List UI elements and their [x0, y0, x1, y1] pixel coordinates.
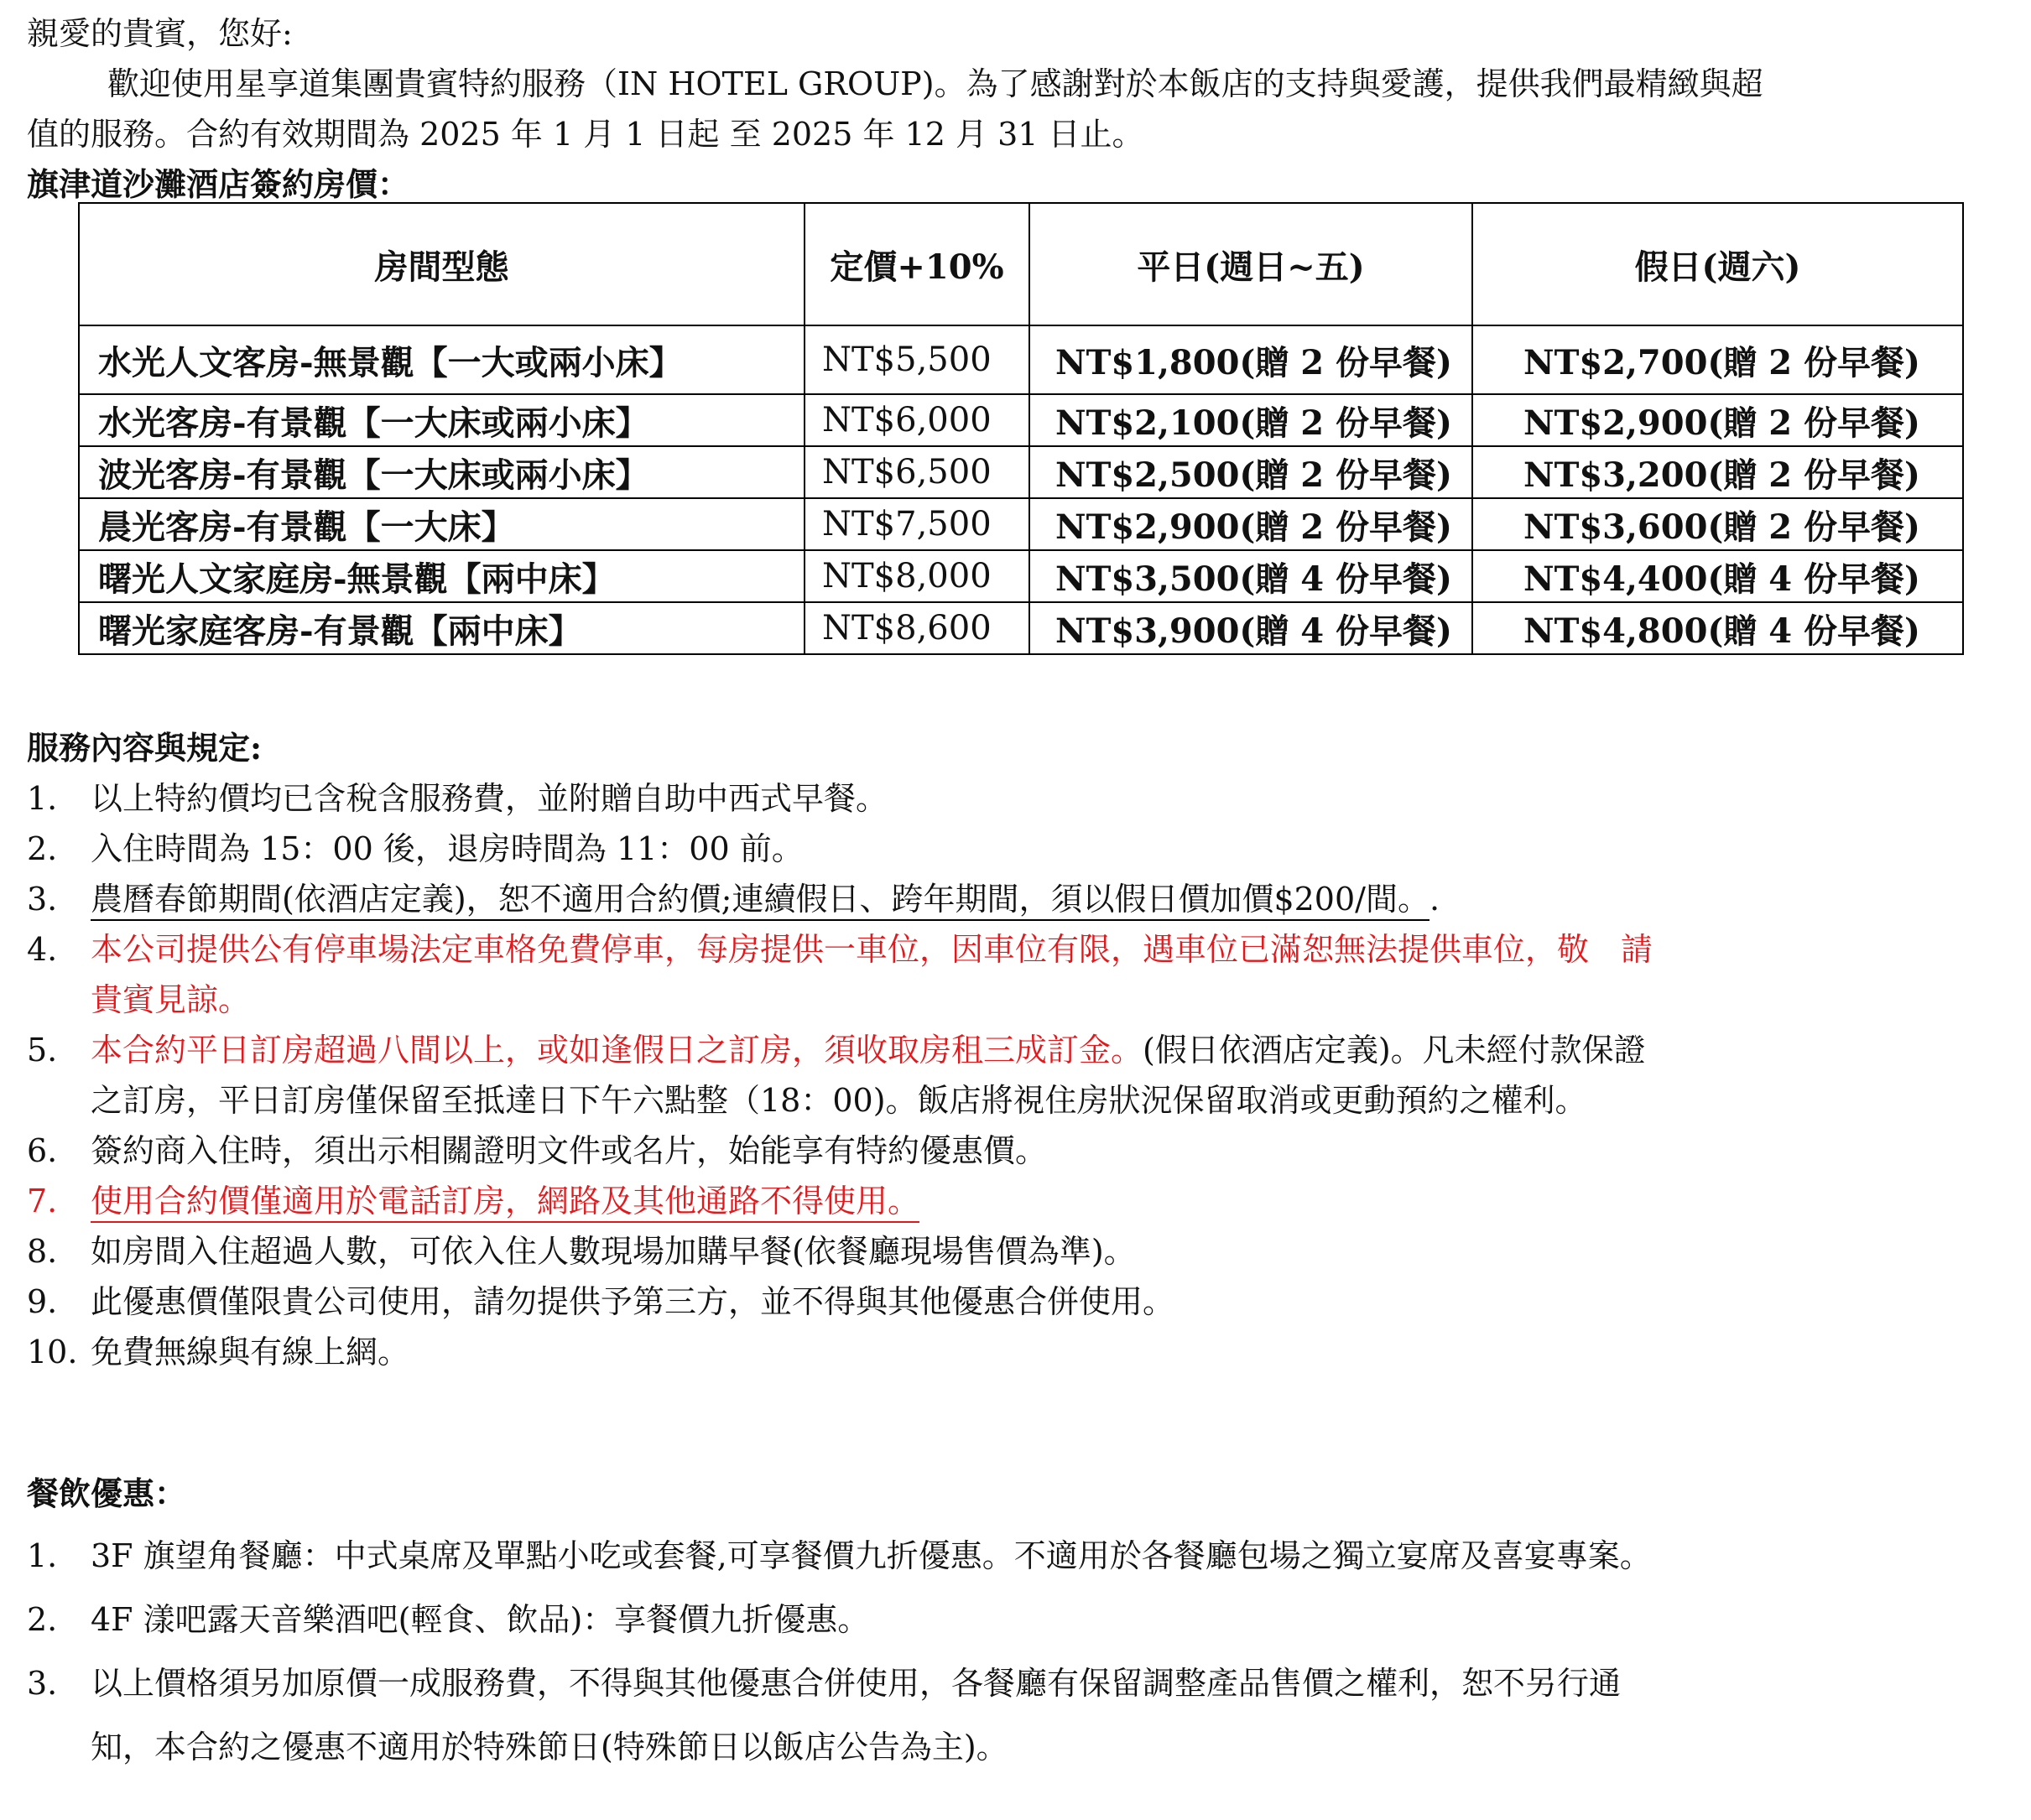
- item-number: 3.: [27, 1665, 58, 1702]
- item-text-continued: 之訂房，平日訂房僅保留至抵達日下午六點整（18：00)。飯店將視住房狀況保留取消或更動預約之權利。: [91, 1082, 1587, 1119]
- item-text-continued: 知，本合約之優惠不適用於特殊節日(特殊節日以飯店公告為主)。: [91, 1729, 1008, 1765]
- holiday-price-cell: NT$4,800(贈 4 份早餐): [1472, 602, 1963, 654]
- room-type-cell: 波光客房-有景觀【一大床或兩小床】: [79, 446, 805, 498]
- greeting: 親愛的貴賓，您好:: [27, 15, 293, 52]
- holiday-price-cell: NT$2,900(贈 2 份早餐): [1472, 394, 1963, 446]
- list-price-cell: NT$7,500: [805, 498, 1029, 550]
- item-text: 本公司提供公有停車場法定車格免費停車，每房提供一車位，因車位有限，遇車位已滿恕無法提供車位，敬 請: [91, 931, 1653, 968]
- list-item: [27, 1176, 2007, 1226]
- item-number: 4.: [27, 931, 58, 968]
- list-price-cell: NT$8,000: [805, 550, 1029, 602]
- list-item: [27, 824, 2007, 874]
- item-text: 以上價格須另加原價一成服務費，不得與其他優惠合併使用，各餐廳有保留調整產品售價之權利，恕不另行通: [91, 1665, 1622, 1702]
- dining-section: [27, 1464, 2007, 1779]
- item-text: 使用合約價僅適用於電話訂房，網路及其他通路不得使用。: [91, 1183, 919, 1223]
- room-type-cell: 水光客房-有景觀【一大床或兩小床】: [79, 394, 805, 446]
- list-item: [27, 1588, 2007, 1651]
- list-item: [27, 1651, 2007, 1779]
- weekday-price-cell: NT$2,100(贈 2 份早餐): [1029, 394, 1472, 446]
- holiday-price-cell: NT$3,600(贈 2 份早餐): [1472, 498, 1963, 550]
- table-row: [79, 602, 1963, 654]
- item-number: 3.: [27, 881, 58, 918]
- item-text: 此優惠價僅限貴公司使用，請勿提供予第三方，並不得與其他優惠合併使用。: [91, 1283, 1175, 1320]
- holiday-price-cell: NT$2,700(贈 2 份早餐): [1472, 325, 1963, 394]
- room-type-cell: 曙光家庭客房-有景觀【兩中床】: [79, 602, 805, 654]
- item-text: 如房間入住超過人數，可依入住人數現場加購早餐(依餐廳現場售價為準)。: [91, 1233, 1136, 1270]
- header-list-price: 定價+10%: [805, 203, 1029, 325]
- intro-line-1: 歡迎使用星享道集團貴賓特約服務（IN HOTEL GROUP)。為了感謝對於本飯店的支持與愛護，提供我們最精緻與超: [107, 65, 1763, 102]
- header-room-type: 房間型態: [79, 203, 805, 325]
- weekday-price-cell: NT$2,500(贈 2 份早餐): [1029, 446, 1472, 498]
- list-item: [27, 924, 2007, 1025]
- item-text: 簽約商入住時，須出示相關證明文件或名片，始能享有特約優惠價。: [91, 1132, 1048, 1169]
- item-text: 入住時間為 15：00 後，退房時間為 11：00 前。: [91, 830, 804, 867]
- list-item: [27, 1277, 2007, 1327]
- table-row: [79, 446, 1963, 498]
- rate-table-header-row: [79, 203, 1963, 325]
- weekday-price-cell: NT$3,500(贈 4 份早餐): [1029, 550, 1472, 602]
- header-holiday: 假日(週六): [1472, 203, 1963, 325]
- intro-line-2: 值的服務。合約有效期間為 2025 年 1 月 1 日起 至 2025 年 12 月 31 日止。: [27, 116, 1144, 153]
- item-number: 5.: [27, 1032, 58, 1069]
- list-price-cell: NT$6,000: [805, 394, 1029, 446]
- item-number: 2.: [27, 1601, 58, 1638]
- item-number: 7.: [27, 1183, 58, 1219]
- list-item: [27, 773, 2007, 824]
- list-item: [27, 1226, 2007, 1277]
- list-item: [27, 1524, 2007, 1588]
- table-row: [79, 550, 1963, 602]
- list-price-cell: NT$6,500: [805, 446, 1029, 498]
- room-type-cell: 曙光人文家庭房-無景觀【兩中床】: [79, 550, 805, 602]
- item-text: 3F 旗望角餐廳：中式桌席及單點小吃或套餐,可享餐價九折優惠。不適用於各餐廳包場之獨立宴席及喜宴專案。: [91, 1537, 1652, 1574]
- services-section: [27, 723, 2007, 1377]
- item-number: 9.: [27, 1283, 58, 1320]
- item-number: 6.: [27, 1132, 58, 1169]
- list-price-cell: NT$5,500: [805, 325, 1029, 394]
- rate-heading: 旗津道沙灘酒店簽約房價：: [27, 165, 410, 203]
- item-text-tail: .: [1429, 881, 1440, 918]
- holiday-price-cell: NT$3,200(贈 2 份早餐): [1472, 446, 1963, 498]
- document-header: [27, 8, 2007, 210]
- item-number: 2.: [27, 830, 58, 867]
- rate-table: [78, 202, 1964, 655]
- table-row: [79, 394, 1963, 446]
- list-item: [27, 874, 2007, 924]
- table-row: [79, 498, 1963, 550]
- header-weekday: 平日(週日~五): [1029, 203, 1472, 325]
- holiday-price-cell: NT$4,400(贈 4 份早餐): [1472, 550, 1963, 602]
- list-price-cell: NT$8,600: [805, 602, 1029, 654]
- item-text: 4F 漾吧露天音樂酒吧(輕食、飲品)：享餐價九折優惠。: [91, 1601, 870, 1638]
- item-text: 以上特約價均已含稅含服務費，並附贈自助中西式早餐。: [91, 780, 888, 817]
- item-number: 8.: [27, 1233, 58, 1270]
- item-number: 1.: [27, 1537, 58, 1574]
- room-type-cell: 晨光客房-有景觀【一大床】: [79, 498, 805, 550]
- item-text: (假日依酒店定義)。凡未經付款保證: [1143, 1032, 1646, 1069]
- item-text-highlight: 本合約平日訂房超過八間以上，或如逢假日之訂房，須收取房租三成訂金。: [91, 1032, 1143, 1069]
- item-text-continued: 貴賓見諒。: [91, 981, 251, 1018]
- table-row: [79, 325, 1963, 394]
- list-item: [27, 1126, 2007, 1176]
- list-item: [27, 1025, 2007, 1126]
- item-number: 1.: [27, 780, 58, 817]
- item-text: 農曆春節期間(依酒店定義)，恕不適用合約價;連續假日、跨年期間，須以假日價加價$200/間。: [91, 881, 1430, 921]
- item-number: 10.: [27, 1334, 78, 1370]
- services-heading: 服務內容與規定:: [27, 729, 263, 767]
- weekday-price-cell: NT$1,800(贈 2 份早餐): [1029, 325, 1472, 394]
- item-text: 免費無線與有線上網。: [91, 1334, 410, 1370]
- list-item: [27, 1327, 2007, 1377]
- dining-heading: 餐飲優惠：: [27, 1474, 187, 1512]
- weekday-price-cell: NT$3,900(贈 4 份早餐): [1029, 602, 1472, 654]
- weekday-price-cell: NT$2,900(贈 2 份早餐): [1029, 498, 1472, 550]
- room-type-cell: 水光人文客房-無景觀【一大或兩小床】: [79, 325, 805, 394]
